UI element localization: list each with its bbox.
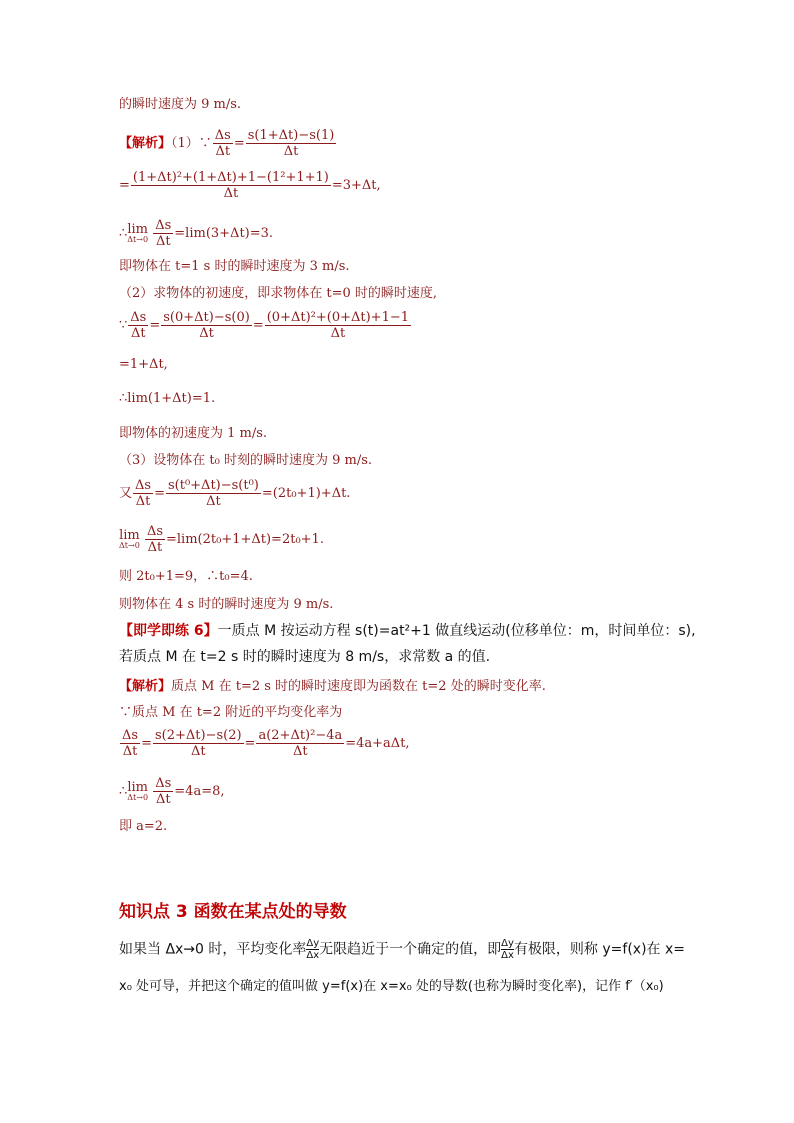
fraction: $\frac{s(0+\Delta t)-s(0)}{\Delta t}$ — [163, 310, 250, 341]
section-heading: 知识点 3 函数在某点处的导数 — [119, 902, 347, 922]
fraction: $\frac{\Delta s}{\Delta t}$ — [122, 728, 139, 759]
fraction: $\frac{\Delta s}{\Delta t}$ — [146, 524, 163, 555]
solution-line-2: = $\frac{\text{(1+Δt)²+(1+Δt)+1−(1²+1+1)}}{\Delta t}$ =3+Δt, — [119, 170, 381, 201]
fraction: $\frac{\text{a(2+Δt)²−4a}}{\Delta t}$ — [258, 728, 343, 759]
text-line: ∵质点 M 在 t=2 附近的平均变化率为 — [119, 705, 343, 720]
fraction: $\frac{\Delta s}{\Delta t}$ — [155, 776, 172, 807]
fraction: $\frac{\Delta s}{\Delta t}$ — [135, 478, 152, 509]
fraction: $\frac{\Delta y}{\Delta x}$ — [306, 938, 320, 961]
text-line: ∴lim(1+Δt)=1. — [119, 391, 216, 406]
exercise: 【即学即练 6】一质点 M 按运动方程 s(t)=at²+1 做直线运动(位移单位：m，时间单位：s), — [119, 623, 696, 639]
definition-line-2: x₀ 处可导，并把这个确定的值叫做 y=f(x)在 x=x₀ 处的导数(也称为瞬时变化率)，记作 f′（x₀) — [119, 979, 664, 994]
fraction: $\frac{s(1+\Delta t)-s(1)}{\Delta t}$ — [247, 128, 335, 159]
text-line — [119, 96, 241, 114]
fraction: $\frac{\Delta s}{\Delta t}$ — [214, 128, 231, 159]
solution2-line-1: 【解析】质点 M 在 t=2 s 时的瞬时速度即为函数在 t=2 处的瞬时变化率. — [119, 679, 546, 694]
fraction: $\frac{\Delta s}{\Delta t}$ — [130, 310, 147, 341]
fraction: $\frac{\text{(1+Δt)²+(1+Δt)+1−(1²+1+1)}}{\Delta t}$ — [132, 170, 329, 201]
solution-line-12: lim Δt→0 $\frac{\Delta s}{\Delta t}$ =lim(2t₀+1+Δt)=2t₀+1. — [119, 524, 324, 555]
fraction: $\frac{s(2+\Delta t)-s(2)}{\Delta t}$ — [154, 728, 242, 759]
solution2-line-4: ∴lim Δt→0 $\frac{\Delta s}{\Delta t}$ =4a=8, — [119, 776, 225, 807]
fraction: $\frac{\text{s(t⁰+Δt)−s(t⁰)}}{\Delta t}$ — [167, 478, 259, 509]
solution-line-3: ∴lim Δt→0 $\frac{\Delta s}{\Delta t}$ =lim(3+Δt)=3. — [119, 218, 274, 249]
text-line: （2）求物体的初速度，即求物体在 t=0 时的瞬时速度, — [119, 286, 438, 301]
solution-line-11: 又 $\frac{\Delta s}{\Delta t}$ = $\frac{\text{s(t⁰+Δt)−s(t⁰)}}{\Delta t}$ =(2t₀+1)+Δt. — [119, 478, 351, 509]
solution-label: 【解析】 — [119, 679, 172, 694]
text-line: 即物体在 t=1 s 时的瞬时速度为 3 m/s. — [119, 259, 350, 274]
line-text: （1）∵ — [171, 136, 212, 151]
fraction: $\frac{\text{(0+Δt)²+(0+Δt)+1−1}}{\Delta t}$ — [266, 310, 410, 341]
text-line: 即物体的初速度为 1 m/s. — [119, 426, 268, 441]
text-line: =1+Δt, — [119, 357, 168, 372]
fraction: $\frac{\Delta s}{\Delta t}$ — [155, 218, 172, 249]
text-line: 则 2t₀+1=9，∴t₀=4. — [119, 569, 253, 584]
limit: lim Δt→0 — [119, 527, 140, 550]
solution2-line-3: $\frac{\Delta s}{\Delta t}$ = $\frac{s(2+\Delta t)-s(2)}{\Delta t}$ = $\frac{\text{a(2+Δt)²−4a}}{\Delta t}$ =4a+aΔt, — [122, 728, 410, 759]
text-line: （3）设物体在 t₀ 时刻的瞬时速度为 9 m/s. — [119, 453, 373, 468]
solution-line-1: 【解析】（1）∵ $\frac{\Delta s}{\Delta t}$ = $\frac{s(1+\Delta t)-s(1)}{\Delta t}$ — [119, 128, 335, 159]
limit: lim Δt→0 — [127, 221, 149, 244]
fraction: $\frac{\Delta y}{\Delta x}$ — [501, 938, 514, 961]
limit: lim Δt→0 — [127, 779, 149, 802]
definition-line-1: 如果当 Δx→0 时，平均变化率 $\frac{\Delta y}{\Delta x}$ 无限趋近于一个确定的值，即 $\frac{\Delta y}{\Delta x}$ 有极限，则称 y=f(x)在 x= — [119, 938, 686, 961]
text-line: 则物体在 4 s 时的瞬时速度为 9 m/s. — [119, 597, 334, 612]
line-text: 的瞬时速度为 9 m/s. — [119, 97, 242, 112]
solution-line-6: ∵ $\frac{\Delta s}{\Delta t}$ = $\frac{s(0+\Delta t)-s(0)}{\Delta t}$ = $\frac{\text{(0+Δt)²+(0+Δt)+1−1}}{\Delta t}$ — [119, 310, 410, 341]
text-line: 即 a=2. — [119, 819, 168, 834]
solution-label: 【解析】 — [119, 136, 172, 151]
exercise-label: 【即学即练 6】 — [119, 623, 218, 639]
exercise-text: 若质点 M 在 t=2 s 时的瞬时速度为 8 m/s，求常数 a 的值. — [119, 649, 491, 665]
